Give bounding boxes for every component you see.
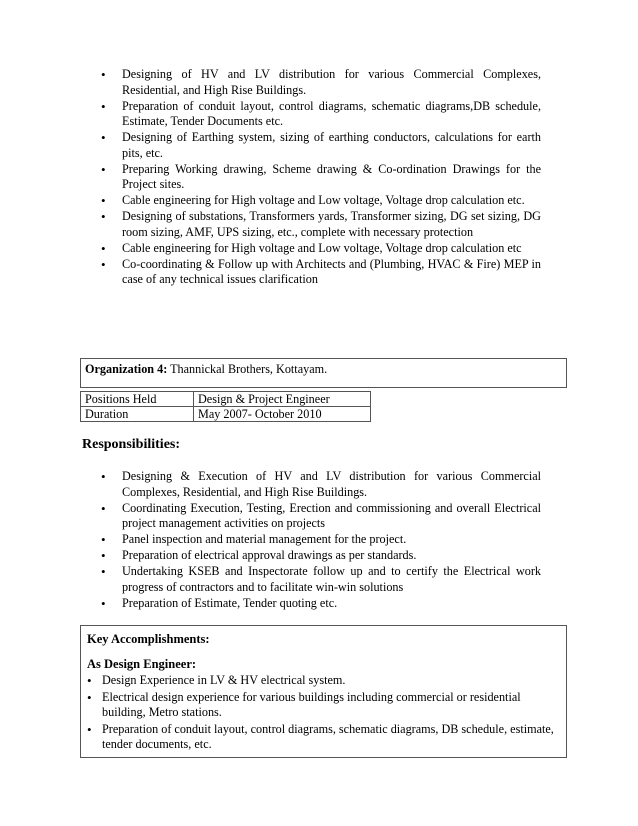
list-item: • Electrical design experience for various buildings including commercial or residential building, Metro stations. bbox=[87, 690, 560, 721]
list-item: • Undertaking KSEB and Inspectorate follow up and to certify the Electrical work progress of contractors and to facilitate win-win solutions bbox=[101, 564, 541, 595]
list-item: • Co-coordinating & Follow up with Architects and (Plumbing, HVAC & Fire) MEP in case of any technical issues clarification bbox=[101, 257, 541, 288]
duration-label: Duration bbox=[81, 407, 194, 422]
list-item: • Designing & Execution of HV and LV distribution for various Commercial Complexes, Residential, and High Rise Buildings. bbox=[101, 469, 541, 500]
duration-value: May 2007- October 2010 bbox=[194, 407, 371, 422]
list-item: • Preparing Working drawing, Scheme drawing & Co-ordination Drawings for the Project sites. bbox=[101, 162, 541, 193]
experience-duties-list bbox=[101, 67, 541, 288]
organization-box bbox=[80, 358, 567, 388]
accomplishments-list bbox=[87, 673, 560, 753]
list-item: • Preparation of Estimate, Tender quoting etc. bbox=[101, 596, 541, 612]
list-item: • Designing of substations, Transformers yards, Transformer sizing, DG set sizing, DG room sizing, AMF, UPS sizing, etc., complete with necessary protection bbox=[101, 209, 541, 240]
table-row bbox=[81, 392, 371, 407]
list-item: • Preparation of conduit layout, control diagrams, schematic diagrams, DB schedule, estimate, tender documents, etc. bbox=[87, 722, 560, 753]
position-table bbox=[80, 391, 371, 422]
organization-label: Organization 4: bbox=[85, 362, 168, 376]
list-item: • Preparation of conduit layout, control diagrams, schematic diagrams,DB schedule, Estimate, Tender Documents etc. bbox=[101, 99, 541, 130]
list-item: • Design Experience in LV & HV electrical system. bbox=[87, 673, 560, 689]
list-item: • Cable engineering for High voltage and Low voltage, Voltage drop calculation etc bbox=[101, 241, 541, 257]
list-item: • Designing of Earthing system, sizing of earthing conductors, calculations for earth pits, etc. bbox=[101, 130, 541, 161]
positions-label: Positions Held bbox=[81, 392, 194, 407]
organization-name: Thannickal Brothers, Kottayam. bbox=[170, 362, 328, 376]
table-row bbox=[81, 407, 371, 422]
responsibilities-heading: Responsibilities: bbox=[82, 437, 181, 452]
positions-value: Design & Project Engineer bbox=[194, 392, 371, 407]
list-item: • Coordinating Execution, Testing, Erection and commissioning and overall Electrical project management activities on projects bbox=[101, 501, 541, 532]
list-item: • Preparation of electrical approval drawings as per standards. bbox=[101, 548, 541, 564]
list-item: • Cable engineering for High voltage and Low voltage, Voltage drop calculation etc. bbox=[101, 193, 541, 209]
accomplishments-subtitle: As Design Engineer: bbox=[87, 657, 197, 671]
list-item: • Designing of HV and LV distribution for various Commercial Complexes, Residential, and High Rise Buildings. bbox=[101, 67, 541, 98]
accomplishments-box bbox=[80, 625, 567, 758]
responsibilities-list bbox=[101, 469, 541, 612]
list-item: • Panel inspection and material management for the project. bbox=[101, 532, 541, 548]
accomplishments-title: Key Accomplishments: bbox=[87, 632, 210, 646]
